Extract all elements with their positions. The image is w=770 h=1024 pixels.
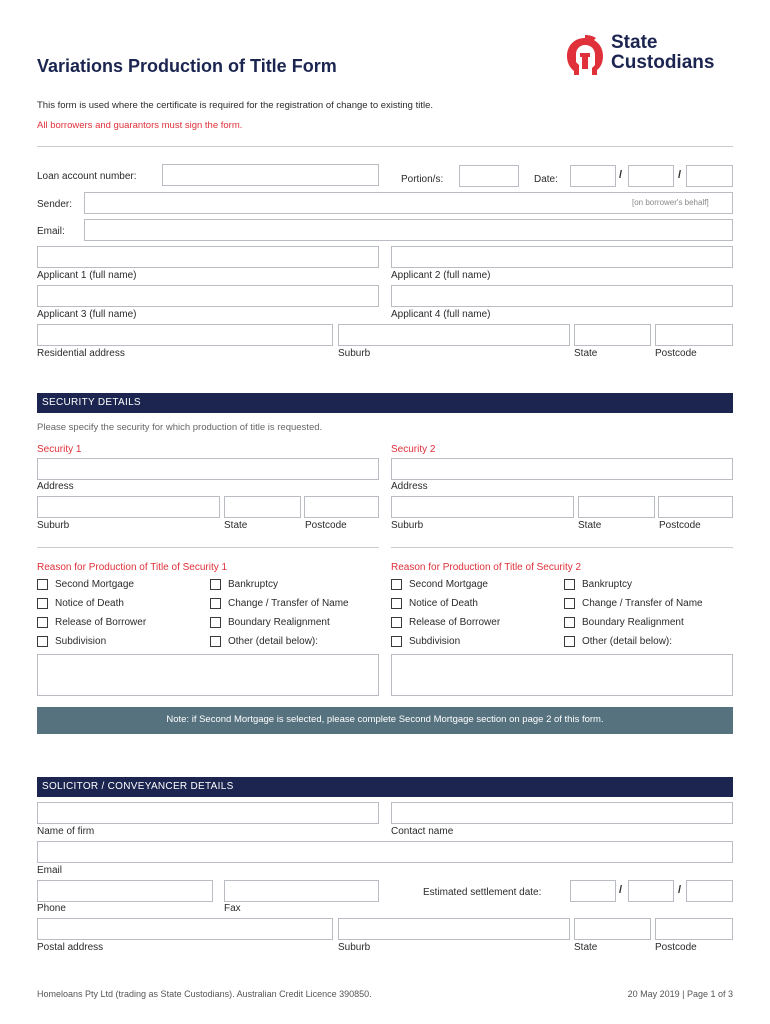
divider [391, 547, 733, 548]
security-2-suburb-label: Suburb [391, 520, 424, 531]
date-separator: / [619, 169, 623, 181]
security-2-suburb-input[interactable] [391, 496, 574, 518]
postal-suburb-input[interactable] [338, 918, 570, 940]
s2-other-checkbox[interactable] [564, 636, 672, 647]
checkbox-label: Boundary Realignment [582, 617, 684, 628]
date-label: Date: [534, 174, 558, 185]
security-1-postcode-label: Postcode [305, 520, 347, 531]
firm-name-label: Name of firm [37, 826, 95, 837]
brand-name [611, 33, 714, 73]
applicant-3-label: Applicant 3 (full name) [37, 309, 137, 320]
checkbox-icon[interactable] [564, 636, 575, 647]
residential-postcode-input[interactable] [655, 324, 733, 346]
solicitor-email-label: Email [37, 865, 63, 876]
residential-address-input[interactable] [37, 324, 333, 346]
brand-line-2: Custodians [611, 52, 715, 73]
settlement-year-input[interactable] [686, 880, 733, 902]
security-2-address-input[interactable] [391, 458, 733, 480]
s1-bankruptcy-checkbox[interactable] [210, 579, 278, 590]
postal-suburb-label: Suburb [338, 942, 371, 953]
security-2-label: Security 2 [391, 444, 436, 455]
security-details-heading: SECURITY DETAILS [37, 393, 733, 413]
checkbox-icon[interactable] [391, 579, 402, 590]
loan-account-label: Loan account number: [37, 171, 137, 182]
residential-state-input[interactable] [574, 324, 651, 346]
security-2-state-label: State [578, 520, 602, 531]
divider [37, 547, 379, 548]
firm-name-input[interactable] [37, 802, 379, 824]
checkbox-icon[interactable] [37, 636, 48, 647]
applicant-1-input[interactable] [37, 246, 379, 268]
residential-address-label: Residential address [37, 348, 125, 359]
applicant-4-label: Applicant 4 (full name) [391, 309, 491, 320]
email-input[interactable] [84, 219, 733, 241]
intro-text: This form is used where the certificate is required for the registration of change to existing title. [37, 100, 434, 111]
checkbox-label: Bankruptcy [582, 579, 633, 590]
s1-subdivision-checkbox[interactable] [37, 636, 106, 647]
s2-notice-of-death-checkbox[interactable] [391, 598, 478, 609]
s2-change-of-name-checkbox[interactable] [564, 598, 703, 609]
brand-line-1: State [611, 32, 658, 53]
checkbox-label: Other (detail below): [228, 636, 319, 647]
applicant-2-input[interactable] [391, 246, 733, 268]
divider [37, 146, 733, 147]
postal-address-input[interactable] [37, 918, 333, 940]
footer-licence: Homeloans Pty Ltd (trading as State Custodians). Australian Credit Licence 390850. [37, 989, 372, 999]
security-2-postcode-input[interactable] [658, 496, 733, 518]
intro-warning: All borrowers and guarantors must sign the form. [37, 120, 243, 131]
applicant-1-label: Applicant 1 (full name) [37, 270, 137, 281]
page-title: Variations Production of Title Form [37, 56, 337, 76]
s1-other-detail-input[interactable] [37, 654, 379, 696]
checkbox-label: Subdivision [55, 636, 107, 647]
footer-page-info: 20 May 2019 | Page 1 of 3 [627, 989, 733, 999]
checkbox-label: Release of Borrower [409, 617, 501, 628]
s2-second-mortgage-checkbox[interactable] [391, 579, 488, 590]
checkbox-label: Notice of Death [55, 598, 124, 609]
date-month-input[interactable] [628, 165, 674, 187]
checkbox-label: Second Mortgage [55, 579, 134, 590]
security-1-suburb-input[interactable] [37, 496, 220, 518]
checkbox-label: Boundary Realignment [228, 617, 330, 628]
residential-state-label: State [574, 348, 598, 359]
checkbox-label: Notice of Death [409, 598, 478, 609]
settlement-day-input[interactable] [570, 880, 616, 902]
security-1-address-label: Address [37, 481, 74, 492]
date-separator: / [619, 884, 623, 896]
second-mortgage-note: Note: if Second Mortgage is selected, please complete Second Mortgage section on page 2 of this form. [37, 707, 733, 734]
checkbox-label: Second Mortgage [409, 579, 488, 590]
email-label: Email: [37, 226, 65, 237]
state-custodians-logo [565, 33, 735, 77]
checkbox-icon[interactable] [564, 598, 575, 609]
checkbox-icon[interactable] [564, 617, 575, 628]
s2-release-of-borrower-checkbox[interactable] [391, 617, 500, 628]
security-2-postcode-label: Postcode [659, 520, 701, 531]
postal-address-label: Postal address [37, 942, 104, 953]
helmet-icon [565, 35, 605, 77]
checkbox-label: Subdivision [409, 636, 461, 647]
phone-input[interactable] [37, 880, 213, 902]
solicitor-email-input[interactable] [37, 841, 733, 863]
loan-account-input[interactable] [162, 164, 379, 186]
date-year-input[interactable] [686, 165, 733, 187]
applicant-3-input[interactable] [37, 285, 379, 307]
security-1-suburb-label: Suburb [37, 520, 70, 531]
security-1-state-label: State [224, 520, 248, 531]
security-2-state-input[interactable] [578, 496, 655, 518]
fax-label: Fax [224, 903, 241, 914]
postal-state-input[interactable] [574, 918, 651, 940]
contact-name-label: Contact name [391, 826, 454, 837]
security-1-state-input[interactable] [224, 496, 301, 518]
date-separator: / [678, 169, 682, 181]
checkbox-icon[interactable] [37, 598, 48, 609]
solicitor-details-heading: SOLICITOR / CONVEYANCER DETAILS [37, 777, 733, 797]
sender-label: Sender: [37, 199, 73, 210]
postal-state-label: State [574, 942, 598, 953]
s1-other-checkbox[interactable] [210, 636, 318, 647]
checkbox-icon[interactable] [210, 579, 221, 590]
checkbox-icon[interactable] [37, 617, 48, 628]
residential-suburb-input[interactable] [338, 324, 570, 346]
phone-label: Phone [37, 903, 66, 914]
checkbox-icon[interactable] [391, 636, 402, 647]
reason-2-heading: Reason for Production of Title of Security 2 [391, 562, 582, 573]
settlement-date-label: Estimated settlement date: [423, 887, 542, 898]
s1-second-mortgage-checkbox[interactable] [37, 579, 134, 590]
checkbox-label: Bankruptcy [228, 579, 279, 590]
checkbox-icon[interactable] [37, 579, 48, 590]
security-1-label: Security 1 [37, 444, 82, 455]
applicant-4-input[interactable] [391, 285, 733, 307]
checkbox-label: Change / Transfer of Name [582, 598, 703, 609]
s2-bankruptcy-checkbox[interactable] [564, 579, 632, 590]
portion-label: Portion/s: [401, 174, 444, 185]
checkbox-label: Other (detail below): [582, 636, 673, 647]
checkbox-label: Change / Transfer of Name [228, 598, 349, 609]
postal-postcode-label: Postcode [655, 942, 697, 953]
checkbox-icon[interactable] [210, 598, 221, 609]
checkbox-icon[interactable] [210, 636, 221, 647]
checkbox-icon[interactable] [210, 617, 221, 628]
date-separator: / [678, 884, 682, 896]
s2-subdivision-checkbox[interactable] [391, 636, 460, 647]
s2-boundary-realignment-checkbox[interactable] [564, 617, 684, 628]
security-instruction: Please specify the security for which production of title is requested. [37, 422, 323, 433]
security-1-address-input[interactable] [37, 458, 379, 480]
security-1-postcode-input[interactable] [304, 496, 379, 518]
residential-postcode-label: Postcode [655, 348, 697, 359]
checkbox-icon[interactable] [564, 579, 575, 590]
s2-other-detail-input[interactable] [391, 654, 733, 696]
sender-hint: [on borrower's behalf] [632, 198, 709, 207]
fax-input[interactable] [224, 880, 379, 902]
settlement-month-input[interactable] [628, 880, 674, 902]
s1-release-of-borrower-checkbox[interactable] [37, 617, 146, 628]
postal-postcode-input[interactable] [655, 918, 733, 940]
reason-1-heading: Reason for Production of Title of Security 1 [37, 562, 228, 573]
residential-suburb-label: Suburb [338, 348, 371, 359]
checkbox-label: Release of Borrower [55, 617, 147, 628]
checkbox-icon[interactable] [391, 617, 402, 628]
security-2-address-label: Address [391, 481, 428, 492]
date-day-input[interactable] [570, 165, 616, 187]
s1-notice-of-death-checkbox[interactable] [37, 598, 124, 609]
applicant-2-label: Applicant 2 (full name) [391, 270, 491, 281]
portion-input[interactable] [459, 165, 519, 187]
s1-change-of-name-checkbox[interactable] [210, 598, 349, 609]
checkbox-icon[interactable] [391, 598, 402, 609]
s1-boundary-realignment-checkbox[interactable] [210, 617, 330, 628]
contact-name-input[interactable] [391, 802, 733, 824]
